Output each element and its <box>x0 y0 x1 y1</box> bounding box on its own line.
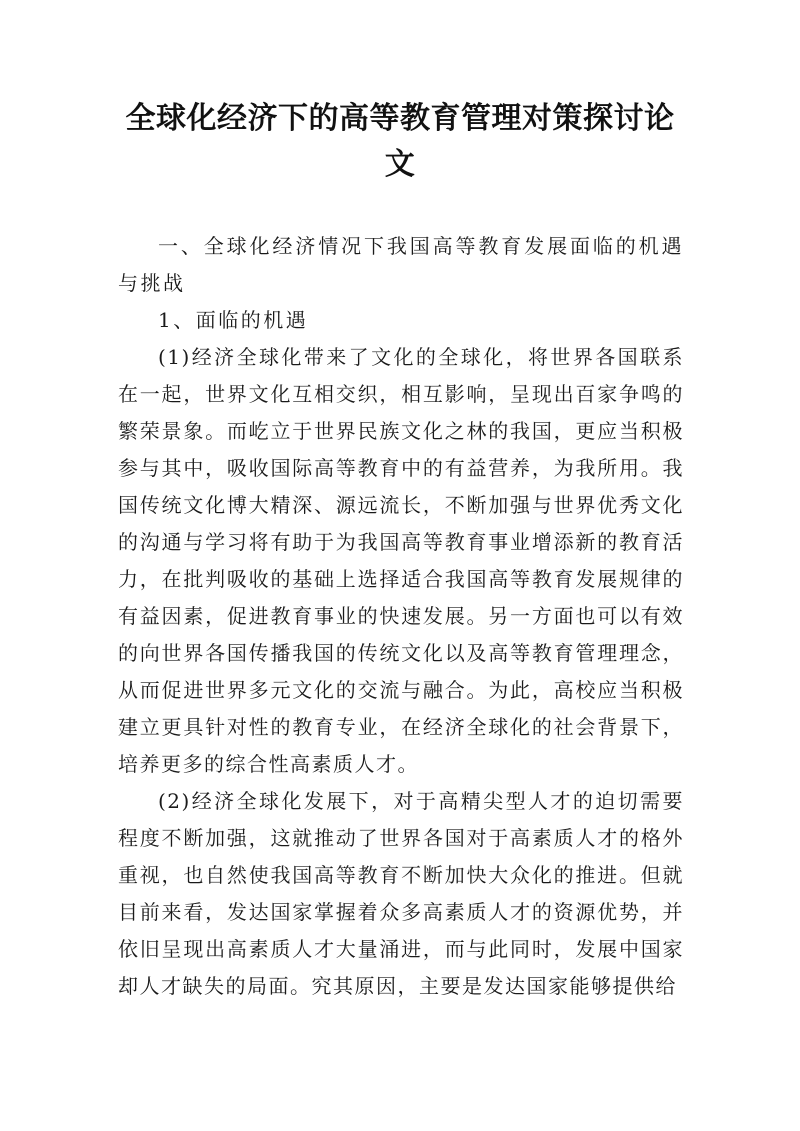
document-title: 全球化经济下的高等教育管理对策探讨论文 <box>125 101 675 182</box>
section-heading: 一、全球化经济情况下我国高等教育发展面临的机遇与挑战 <box>118 234 684 295</box>
subsection-heading: 1、面临的机遇 <box>158 308 309 332</box>
document-body <box>118 228 684 1005</box>
body-paragraph: (2)经济全球化发展下，对于高精尖型人才的迫切需要程度不断加强，这就推动了世界各国对于高素质人才的格外重视，也自然使我国高等教育不断加快大众化的推进。但就目前来看，发达国家掌握着众多高素质人才的资源优势，并依旧呈现出高素质人才大量涌进，而与此同时，发展中国家却人才缺失的局面。究其原因，主要是发达国家能够提供给 <box>118 789 684 998</box>
body-paragraph: (1)经济全球化带来了文化的全球化，将世界各国联系在一起，世界文化互相交织，相互影响，呈现出百家争鸣的繁荣景象。而屹立于世界民族文化之林的我国，更应当积极参与其中，吸收国际高等教育中的有益营养，为我所用。我国传统文化博大精深、源远流长，不断加强与世界优秀文化的沟通与学习将有助于为我国高等教育事业增添新的教育活力，在批判吸收的基础上选择适合我国高等教育发展规律的有益因素，促进教育事业的快速发展。另一方面也可以有效的向世界各国传播我国的传统文化以及高等教育管理理念，从而促进世界多元文化的交流与融合。为此，高校应当积极建立更具针对性的教育专业，在经济全球化的社会背景下，培养更多的综合性高素质人才。 <box>118 345 684 776</box>
